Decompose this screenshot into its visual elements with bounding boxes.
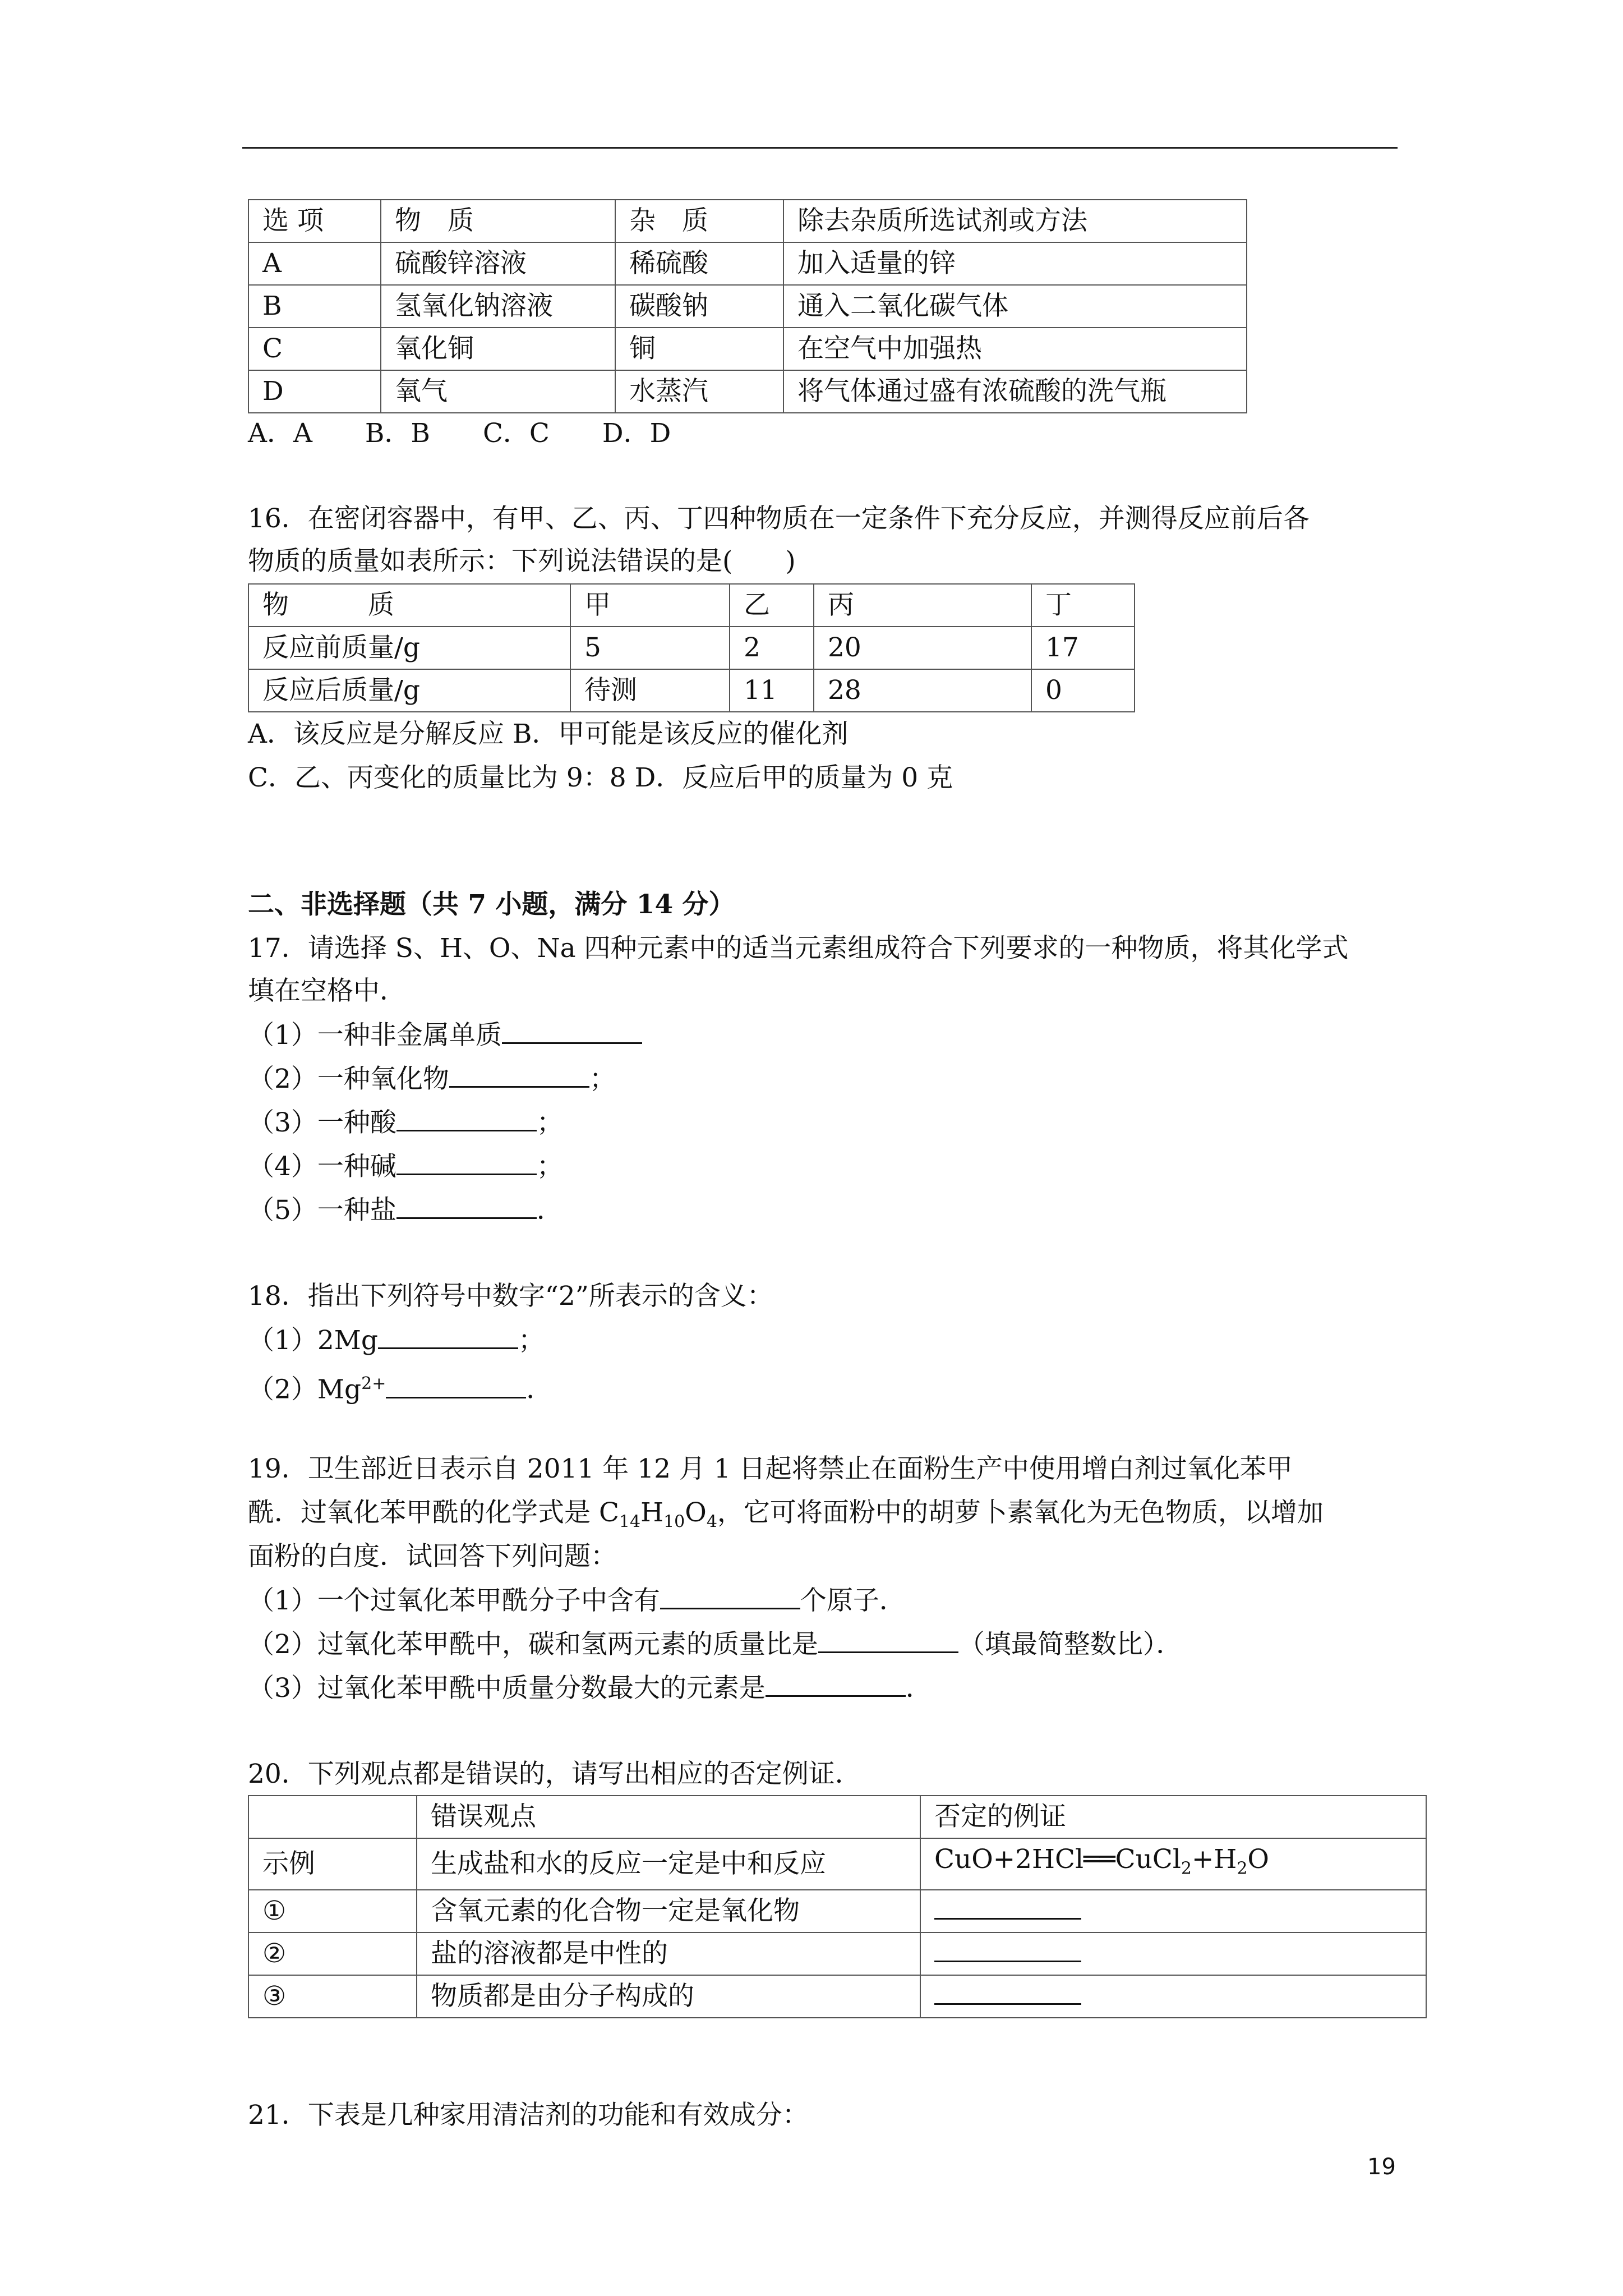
subscript: 4	[706, 1512, 717, 1532]
q17-item-label: （2）一种氧化物	[248, 1064, 449, 1094]
equation-part: O	[1247, 1844, 1269, 1875]
q16-options-line1: A．该反应是分解反应 B．甲可能是该反应的催化剂	[248, 719, 849, 749]
q19-item-end: 个原子．	[800, 1585, 906, 1616]
table-header: 物 质	[248, 584, 570, 627]
q17-item-3	[248, 1101, 563, 1145]
table-cell: 待测	[570, 669, 730, 712]
q19-text: ，它可将面粉中的胡萝卜素氧化为无色物质，以增加	[717, 1497, 1324, 1528]
page-number: 19	[1367, 2154, 1396, 2180]
table-row	[248, 627, 1135, 669]
q18-item-label: （2）Mg	[248, 1374, 362, 1405]
answer-blank[interactable]	[660, 1579, 800, 1609]
q17-item-end: ；	[536, 1151, 563, 1182]
table-header-row	[248, 200, 1247, 242]
table-header-row	[248, 584, 1135, 627]
answer-blank[interactable]	[934, 1891, 1081, 1920]
table-cell: 反应前质量/g	[248, 627, 570, 669]
table-cell: 反应后质量/g	[248, 669, 570, 712]
q19-text: 酰．过氧化苯甲酰的化学式是 C	[248, 1497, 619, 1528]
answer-blank[interactable]	[378, 1318, 518, 1349]
q19-item-end: （填最简整数比）．	[958, 1629, 1183, 1660]
q17-stem-line2: 填在空格中．	[248, 976, 406, 1006]
table-row	[248, 285, 1247, 328]
q18-item-label: （1）2Mg	[248, 1325, 379, 1356]
q16-stem-line1: 16．在密闭容器中，有甲、乙、丙、丁四种物质在一定条件下充分反应，并测得反应前后各	[248, 503, 1310, 534]
q19-formula-part: H	[640, 1497, 664, 1528]
q18-item-2	[248, 1362, 552, 1412]
table-cell: 硫酸锌溶液	[381, 242, 615, 285]
q18-item-end: ；	[518, 1325, 545, 1356]
subscript: 2	[1237, 1858, 1248, 1879]
q15-table	[248, 199, 1247, 413]
q18-item-end: ．	[526, 1374, 553, 1405]
table-cell: C	[248, 328, 381, 370]
table-cell: ③	[248, 1975, 417, 2018]
q17-item-label: （4）一种碱	[248, 1151, 396, 1182]
table-cell: 铜	[615, 328, 783, 370]
table-cell: 17	[1031, 627, 1135, 669]
table-cell: D	[248, 370, 381, 413]
subscript: 14	[619, 1512, 641, 1532]
table-cell: 含氧元素的化合物一定是氧化物	[417, 1890, 920, 1932]
answer-blank[interactable]	[386, 1368, 526, 1398]
answer-blank[interactable]	[396, 1188, 537, 1219]
table-cell: ②	[248, 1932, 417, 1975]
answer-blank[interactable]	[934, 1934, 1081, 1962]
table-row	[248, 1890, 1426, 1932]
q16-stem-line2: 物质的质量如表所示：下列说法错误的是( )	[248, 546, 796, 577]
q19-item-3	[248, 1666, 932, 1710]
table-cell: 氧气	[381, 370, 615, 413]
equation-part: CuO+2HCl══CuCl	[934, 1844, 1181, 1875]
answer-blank[interactable]	[766, 1666, 906, 1697]
table-row	[248, 370, 1247, 413]
q19-item-label: （3）过氧化苯甲酰中质量分数最大的元素是	[248, 1673, 766, 1704]
table-header: 选 项	[248, 200, 381, 242]
answer-cell	[920, 1932, 1426, 1975]
header-rule	[242, 147, 1398, 149]
table-row	[248, 1838, 1426, 1890]
table-cell: 0	[1031, 669, 1135, 712]
q17-stem-line1: 17．请选择 S、H、O、Na 四种元素中的适当元素组成符合下列要求的一种物质，将其化学式	[248, 933, 1349, 964]
answer-blank[interactable]	[502, 1013, 642, 1044]
q18-stem: 18．指出下列符号中数字“2”所表示的含义：	[248, 1281, 773, 1312]
table-cell: B	[248, 285, 381, 328]
q19-item-2	[248, 1622, 1182, 1667]
table-cell: A	[248, 242, 381, 285]
answer-blank[interactable]	[449, 1057, 589, 1088]
table-header: 物 质	[381, 200, 615, 242]
table-header: 甲	[570, 584, 730, 627]
table-cell: 氢氧化钠溶液	[381, 285, 615, 328]
table-header: 除去杂质所选试剂或方法	[783, 200, 1247, 242]
q19-item-label: （1）一个过氧化苯甲酰分子中含有	[248, 1585, 660, 1616]
q17-item-label: （1）一种非金属单质	[248, 1020, 502, 1051]
q15-options: A．A B．B C．C D．D	[248, 418, 671, 449]
answer-cell	[920, 1975, 1426, 2018]
table-cell: 11	[730, 669, 814, 712]
subscript: 10	[663, 1512, 685, 1532]
table-cell: 稀硫酸	[615, 242, 783, 285]
table-cell: 示例	[248, 1838, 417, 1890]
q20-stem: 20．下列观点都是错误的，请写出相应的否定例证．	[248, 1759, 861, 1789]
equation-cell	[920, 1838, 1426, 1890]
table-header: 错误观点	[417, 1796, 920, 1838]
q16-options-line2: C．乙、丙变化的质量比为 9：8 D．反应后甲的质量为 0 克	[248, 762, 953, 793]
table-header-row	[248, 1796, 1426, 1838]
equation-part: +H	[1191, 1844, 1237, 1875]
table-header: 丁	[1031, 584, 1135, 627]
q17-item-end: ．	[536, 1195, 563, 1226]
q19-item-1	[248, 1579, 906, 1623]
q17-item-end: ；	[589, 1064, 616, 1094]
q21-stem: 21．下表是几种家用清洁剂的功能和有效成分：	[248, 2100, 809, 2131]
superscript: 2+	[361, 1374, 386, 1393]
table-cell: ①	[248, 1890, 417, 1932]
answer-blank[interactable]	[396, 1101, 537, 1131]
q17-item-end: ；	[536, 1107, 563, 1138]
table-header: 否定的例证	[920, 1796, 1426, 1838]
table-cell: 28	[814, 669, 1031, 712]
subscript: 2	[1181, 1858, 1192, 1879]
table-cell: 在空气中加强热	[783, 328, 1247, 370]
table-row	[248, 242, 1247, 285]
q19-item-end: ．	[905, 1673, 932, 1704]
q17-item-5	[248, 1188, 563, 1232]
q17-item-label: （3）一种酸	[248, 1107, 396, 1138]
table-cell: 碳酸钠	[615, 285, 783, 328]
q19-item-label: （2）过氧化苯甲酰中，碳和氢两元素的质量比是	[248, 1629, 818, 1660]
table-row	[248, 669, 1135, 712]
table-cell: 通入二氧化碳气体	[783, 285, 1247, 328]
table-row	[248, 328, 1247, 370]
q16-table	[248, 583, 1135, 712]
answer-blank[interactable]	[934, 1976, 1081, 2005]
table-cell: 氧化铜	[381, 328, 615, 370]
answer-blank[interactable]	[396, 1144, 537, 1175]
table-header: 乙	[730, 584, 814, 627]
q17-item-label: （5）一种盐	[248, 1195, 396, 1226]
table-cell: 盐的溶液都是中性的	[417, 1932, 920, 1975]
table-row	[248, 1932, 1426, 1975]
section-title: 二、非选择题（共 7 小题，满分 14 分）	[248, 889, 735, 920]
table-header	[248, 1796, 417, 1838]
table-cell: 5	[570, 627, 730, 669]
table-cell: 2	[730, 627, 814, 669]
q20-table	[248, 1795, 1427, 2018]
table-header: 杂 质	[615, 200, 783, 242]
answer-cell	[920, 1890, 1426, 1932]
q19-stem-line1: 19．卫生部近日表示自 2011 年 12 月 1 日起将禁止在面粉生产中使用增白剂过氧化苯甲	[248, 1453, 1293, 1484]
q17-item-2	[248, 1057, 616, 1101]
q19-stem-line3: 面粉的白度．试回答下列问题：	[248, 1541, 617, 1572]
q17-item-4	[248, 1144, 563, 1189]
answer-blank[interactable]	[818, 1622, 958, 1653]
table-cell: 加入适量的锌	[783, 242, 1247, 285]
table-cell: 水蒸汽	[615, 370, 783, 413]
table-header: 丙	[814, 584, 1031, 627]
q19-formula-part: O	[685, 1497, 707, 1528]
table-cell: 物质都是由分子构成的	[417, 1975, 920, 2018]
q18-item-1	[248, 1318, 545, 1363]
table-cell: 将气体通过盛有浓硫酸的洗气瓶	[783, 370, 1247, 413]
table-cell: 20	[814, 627, 1031, 669]
table-row	[248, 1975, 1426, 2018]
q17-item-1	[248, 1013, 642, 1057]
table-cell: 生成盐和水的反应一定是中和反应	[417, 1838, 920, 1890]
